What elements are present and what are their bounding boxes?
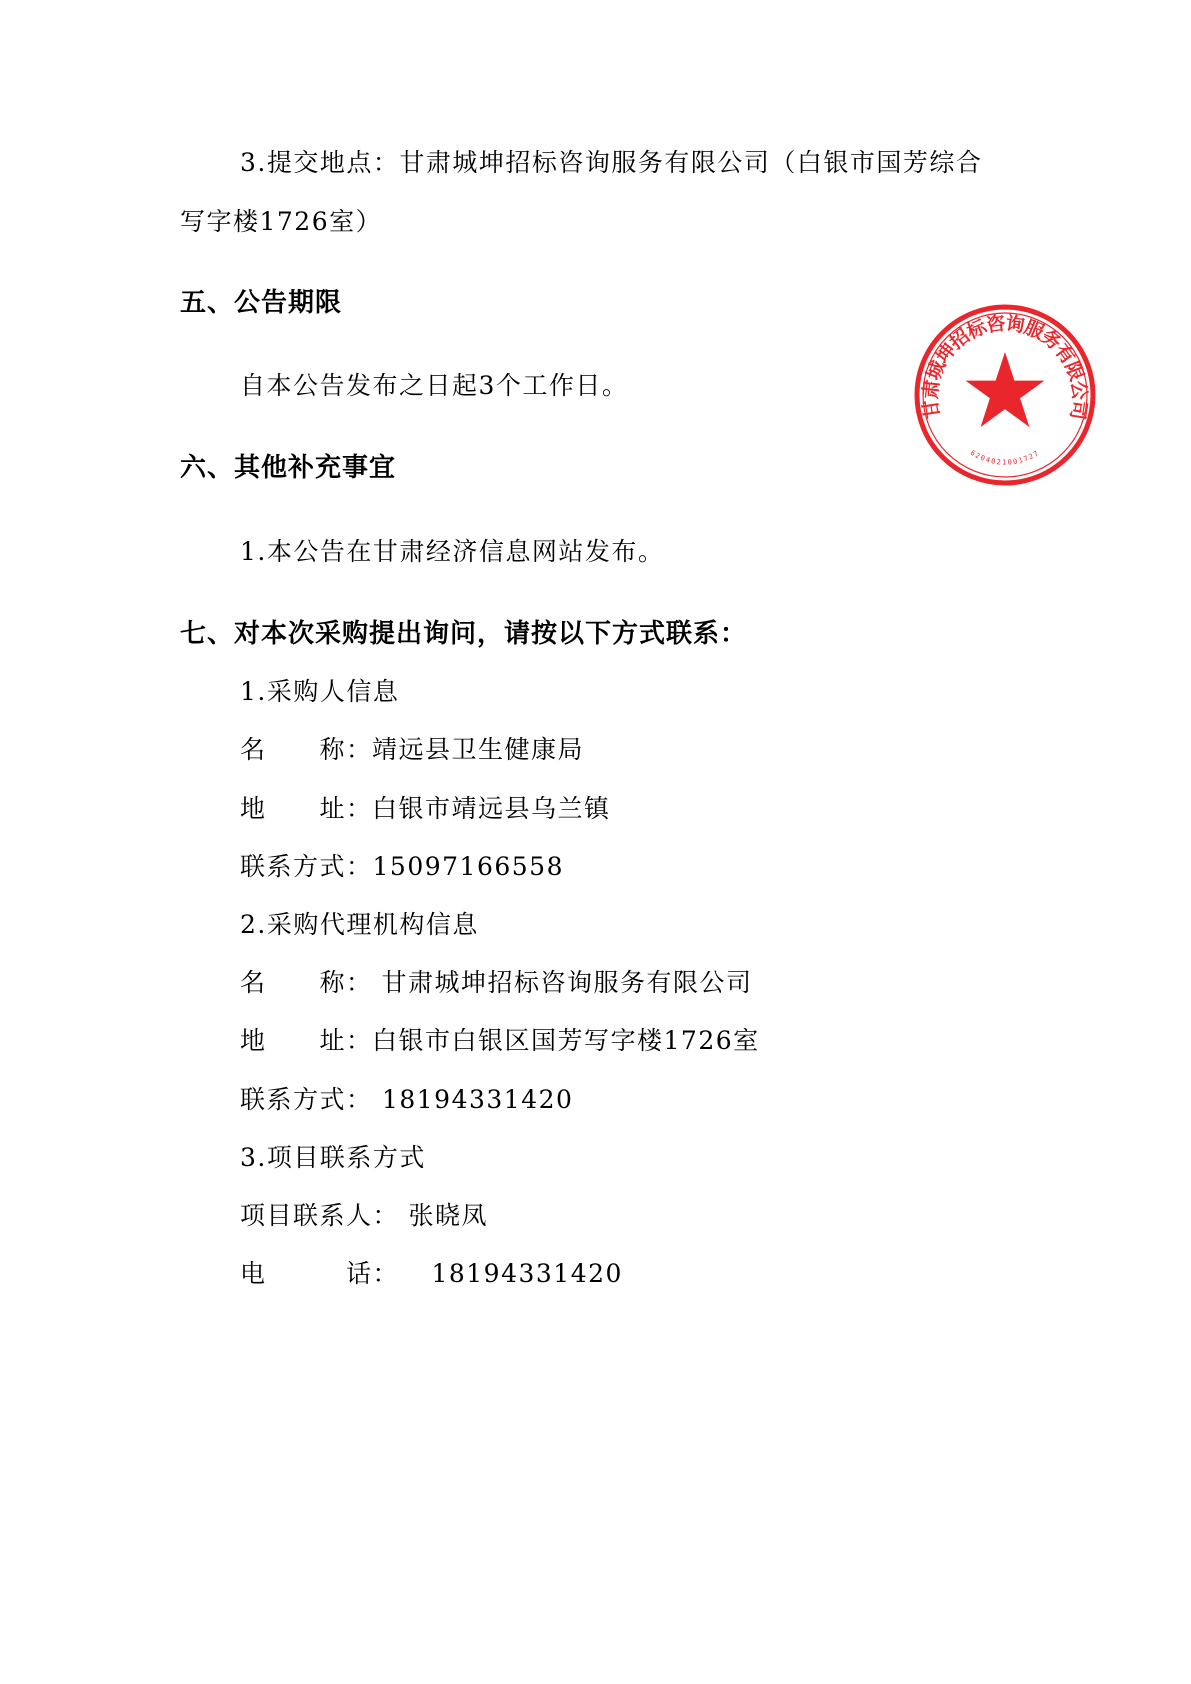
project-title: 3.项目联系方式	[240, 1143, 426, 1172]
agency-address-value: 白银市白银区国芳写字楼1726室	[372, 1026, 760, 1055]
section6-item1: 1.本公告在甘肃经济信息网站发布。	[240, 537, 665, 566]
agency-name-label: 名 称：	[240, 968, 373, 997]
purchaser-contact-value: 15097166558	[372, 852, 564, 881]
seal-number: 6204021001727	[968, 448, 1042, 467]
purchaser-contact-label: 联系方式：	[240, 852, 373, 881]
section5-body: 自本公告发布之日起3个工作日。	[240, 371, 629, 400]
submission-location-line1: 3.提交地点：甘肃城坤招标咨询服务有限公司（白银市国芳综合	[240, 148, 983, 177]
project-person-row	[240, 1199, 488, 1233]
purchaser-address-value: 白银市靖远县乌兰镇	[372, 794, 611, 823]
project-phone-value: 18194331420	[422, 1259, 623, 1288]
purchaser-address-label: 地 址：	[240, 794, 373, 823]
submission-location-line2: 写字楼1726室）	[180, 207, 383, 236]
purchaser-title: 1.采购人信息	[240, 677, 400, 706]
purchaser-name-value: 靖远县卫生健康局	[372, 735, 585, 764]
section6-heading: 六、其他补充事宜	[180, 453, 397, 483]
project-person-label: 项目联系人：	[240, 1201, 400, 1230]
purchaser-name-label: 名 称：	[240, 735, 373, 764]
project-phone-label: 电 话：	[240, 1259, 400, 1288]
agency-name-row	[240, 966, 752, 1000]
agency-address-row	[240, 1024, 760, 1058]
project-phone-row	[240, 1257, 623, 1291]
purchaser-name-row	[240, 733, 584, 767]
section7-heading: 七、对本次采购提出询问，请按以下方式联系：	[180, 619, 748, 649]
agency-contact-value: 18194331420	[372, 1085, 574, 1114]
agency-contact-row	[240, 1083, 573, 1117]
project-person-value: 张晓凤	[399, 1201, 488, 1230]
agency-contact-label: 联系方式：	[240, 1085, 373, 1114]
agency-address-label: 地 址：	[240, 1026, 373, 1055]
purchaser-address-row	[240, 792, 611, 826]
agency-name-value: 甘肃城坤招标咨询服务有限公司	[372, 968, 753, 997]
seal-company-name: 甘肃城坤招标咨询服务有限公司	[919, 312, 1091, 421]
company-seal-stamp	[910, 300, 1100, 490]
seal-star-icon	[966, 352, 1045, 427]
agency-title: 2.采购代理机构信息	[240, 910, 479, 939]
section5-heading: 五、公告期限	[180, 288, 343, 318]
purchaser-contact-row	[240, 850, 564, 884]
